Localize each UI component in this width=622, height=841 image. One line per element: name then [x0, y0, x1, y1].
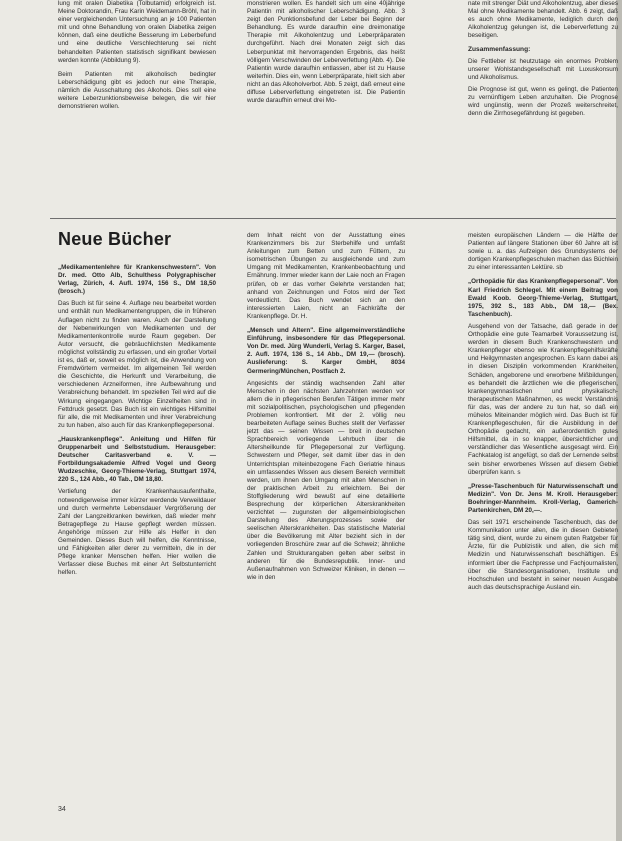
paragraph: Die Prognose ist gut, wenn es gelingt, die Patienten zu vernünftigem Leben anzuhalten. Die Prognose wird ungünstig, wenn der Prozeß weiterschreitet, denn die Zirrhosegefährdung ist gegeben. [468, 85, 618, 118]
review-body: Das seit 1971 erscheinende Taschenbuch, das der Kommunikation unter allen, die in diesen Gebieten tätig sind, dient, wurde zu einem guten Ratgeber für Ärzte, für die Publizistik und allen, die sich mit Medizin und Naturwissenschaft beschäftigen. Es informiert über die Fachpresse und Fachjournalisten, über die Standesorganisationen, Institute und Hochschulen und besteht in seiner neuen Ausgabe auch das deutschsprachige Ausland ein. [468, 519, 618, 591]
paragraph: nate mit strenger Diät und Alkoholentzug, aber dieses Mal ohne Medikamente behandelt. Abb. 6 zeigt, daß es auch ohne Medikamente, lediglich durch den Alkoholentzug gelungen ist, die Leberverfettung zu beseitigen. [468, 0, 618, 40]
subheading: Zusammenfassung: [468, 46, 531, 54]
review-body: Vertiefung der Krankenhausaufenthalte, notwendigerweise immer kürzer werdende Verweildauer und durch vermehrte Lebensdauer Vergrößerung der Zahl der Langzeitkranken bewirken, daß wieder mehr Betragepflege zu Hause gepflegt werden müssen. Angehörige müssen zur Hilfe als Helfer in den Gemeinden. Dieses Buch will helfen, die Kenntnisse, und Fähigkeiten aller derer zu vermitteln, die in der Pflege kranker Menschen helfen. Hier wollen die Verfasser diese Buches mit einer Art Selbstunterricht helfen. [58, 488, 216, 577]
review-title: „Orthopädie für das Krankenpflegepersonal". Von Karl Friedrich Schlegel. Mit einem Beitrag von Ewald Koob. Georg-Thieme-Verlag, Stuttgart, 1975, 392 S., 183 Abb., DM 18,— (Bex. Taschenbuch). [468, 278, 618, 318]
top-column-1 [58, 0, 216, 216]
review-body: Angesichts der ständig wachsenden Zahl alter Menschen in den nächsten Jahrzehnten werden vor allem die in pflegerischen Berufen Tätigen immer mehr mit sozialpolitischen, psychologischen und pflegenden Problemen konfrontiert. Mit der 2. völlig neu bearbeiteten Auflage seines Buches stellt der Verfasser jetzt das — seinen Wissen — breit in deutschen Sprachbereich vorliegende Lehrbuch über die Altersheilkunde für Pflegepersonal zur Verfügung. Schwestern und Pfleger, seit damit über das in den Unterrichtsplan miteinbezogene Fach Geriatrie hinaus ein umfassendes Wissen aus diesem Bereich vermittelt werden, um ihnen den Umgang mit alten Menschen in der praktischen Arbeit zu erleichtern. Bei der Stoffgliederung wird bewußt auf eine detaillierte Besprechung der körperlichen Alterskrankheiten verzichtet — zugunsten der allgemeinbiologischen Darstellung des Alterungsprozesses sowie der seelischen Alterskrankheiten. Das statistische Material über die Bevölkerung mit Alter bezieht sich in der vorliegenden Broschüre zwar auf die Schweiz; ähnliche Zahlen und Strukturangaben gelten aber selbst in anderen für die Bundesrepublik. Inner- und Außenaufnahmen von Schweizer Kliniken, in denen — wie in den [247, 379, 405, 581]
section-heading: Neue Bücher [58, 229, 172, 249]
review-body: meisten europäischen Ländern — die Hälfte der Patienten auf längere Stationen über 60 Jahre alt ist sowie u. a. das Aufzeigen des Grundsystems der dortigen Krankenpflegeschulen machen das Büchlein zu einer interessanten Lektüre. sb [468, 232, 618, 272]
review-title: „Hauskrankenpflege". Anleitung und Hilfen für Gruppenarbeit und Selbststudium. Herausgeber: Deutscher Caritasverband e. V. — Fortbildungsakademie Alfred Vogel und Georg Wudzeschke, Georg-Thieme-Verlag, Stuttgart 1974, 220 S., 124 Abb., 40 Tab., DM 18,80. [58, 435, 216, 484]
paragraph: lung mit oralen Diabetika (Tolbutamid) erfolgreich ist. Meine Doktorandin, Frau Karin Weidemann-Bröhl, hat in einer vergleichenden Untersuchung an je 100 Patienten mit und ohne Behandlung von oralen Diabetika zeigen können, daß eine deutliche Besserung im Leberbefund und eine deutliche Verschlechterung sei nicht behandelten Patienten statistisch signifikant bewiesen werden konnte (Abbildung 9). [58, 0, 216, 64]
review-body: dem Inhalt reicht von der Ausstattung eines Krankenzimmers bis zur Sterbehilfe und umfaßt Anleitungen zum Betten und zum Füttern, zu isometrischen Übungen zu ausgleichende und zum Umgang mit Medikamenten, Krankenbeobachtung und Ernährung. Immer wieder kann der Laie noch an Fragen prüfen, ob er das vorher Gelehrte verstanden hat; anhand von Zeichnungen und Fotos wird der Text verdeutlicht. Das Buch wendet sich an den interessierten Laien, nicht an Fachkräfte der Krankenpflege. Dr. H. [247, 232, 405, 320]
paragraph: Beim Patienten mit alkoholisch bedingter Leberschädigung gibt es jedoch nur eine Therapie, nämlich die Ausschaltung des Alkohols. Dies soll eine weitere Leberzunktionsbeweise belegen, die wir hier demonstrieren wollen. [58, 70, 216, 111]
bottom-column-1 [58, 264, 216, 799]
page-number: 34 [58, 806, 66, 813]
review-title: „Mensch und Altern". Eine allgemeinverständliche Einführung, insbesondere für das Pflegepersonal. Von Dr. med. Jürg Wunderli, Verlag S. Karger, Basel, 2. Aufl. 1974, 136 S., 14 Abb., DM 19,— (brosch). Auslieferung: S. Karger GmbH, 8034 Germering/München, Postfach 2. [247, 327, 405, 375]
review-title: „Presse-Taschenbuch für Naturwissenschaft und Medizin". Von Dr. Jens M. Kroll. Herausgeber: Boehringer-Mannheim. Kroll-Verlag, Gamerich-Partenkirchen, DM 20,—. [468, 482, 618, 514]
top-column-3 [468, 0, 618, 216]
review-title: „Medikamentenlehre für Krankenschwestern". Von Dr. med. Otto Alb, Schulthess Polygraphischer Verlag, Zürich, 4. Aufl. 1974, 156 S., DM 18,50 (brosch.) [58, 264, 216, 296]
review-body: Das Buch ist für seine 4. Auflage neu bearbeitet worden und enthält nun Medikamentengruppen, die in früheren Auflagen nicht zu finden waren. Auch der Darstellung der Nebenwirkungen von Medikamenten und der Medikamentenkontrolle wurde Raum gegeben. Der Autor versucht, die gebräuchlichsten Medikamente möglichst vollständig zu erfassen, und ein großer Vorteil ist es, daß er, soweit es möglich ist, die Anwendung von Fremdwörtern vermeidet. Im allgemeinen Teil werden die Geschichte, die Herkunft und Verarbeitung, die verschiedenen Arzneiformen, ihre Aufbewahrung und Verabreichung behandelt. Im speziellen Teil wird auf die Wirkung eingegangen. Wichtige Einzelheiten sind in Fettdruck gesetzt. Das Buch ist ein wichtiges Hilfsmittel für alle, die mit Medikamenten und ihrer Verabreichung zu tun haben, also auch für das Krankenpflegepersonal. [58, 300, 216, 429]
paragraph: Die Fettleber ist heutzutage ein enormes Problem unserer Wohlstandsgesellschaft mit Luxuskonsum und Alkoholismus. [468, 57, 618, 81]
paragraph: monstrieren wollen. Es handelt sich um eine 40jährige Patientin mit alkoholischer Leberschädigung. Abb. 3 zeigt den Punktionsbefund der Leber bei Beginn der Behandlung. Es wurde daraufhin eine dreimonatige Therapie mit Alkoholentzug und Leberpräparaten durchgeführt. Nach drei Monaten zeigt sich das Leberpunktat mit hervorragenden Ergebnis, das heißt völligem Verschwinden der Leberverfettung (Abb. 4). Die Patientin wurde daraufhin entlassen, aber ist zu Hause weiterhin. Dies ein, wenn Leberpräparate, hielt sich aber nicht an das Alkoholverbot. Abb. 5 zeigt, daß erneut eine diffuse Leberverfettung eingetreten ist. Die Patientin wurde daraufhin erneut drei Mo- [247, 0, 405, 105]
bottom-column-3 [468, 232, 618, 826]
review-body: Ausgehend von der Tatsache, daß gerade in der Orthopädie eine gute Teamarbeit Voraussetzung ist, werden in diesem Buch Krankenschwestern und Krankenpfleger ebenso wie Krankenpflegehilfskräfte und Heilgymnasten angesprochen. Es kann dabei als in diesen Disziplin vorkommenden Krankheiten, Schäden, angeborene und erworbene Mißbildungen, es behandelt die ärztlichen wie die pflegerischen, krankengymnastischen und physikalisch-therapeutischen Maßnahmen, es weckt Verständnis für das, was der andere zu tun hat, so daß ein mühelos Miteinander möglich wird. Das Buch ist für Krankenpflegeschulen, für die Ausbildung in der Orthopädie gedacht, ein außerordentlich gutes Hilfsmittel, da in so knapper, übersichtlicher und verständlicher das Wesentliche ausgesagt wird. Ein Fachkatalog ist angefügt, so daß der Lernende selbst sein bisher erworbenes Wissen auf diesem Gebiet überprüfen kann. s [468, 322, 618, 476]
top-column-2 [247, 0, 405, 216]
bottom-column-2 [247, 232, 405, 826]
section-divider [50, 218, 616, 219]
